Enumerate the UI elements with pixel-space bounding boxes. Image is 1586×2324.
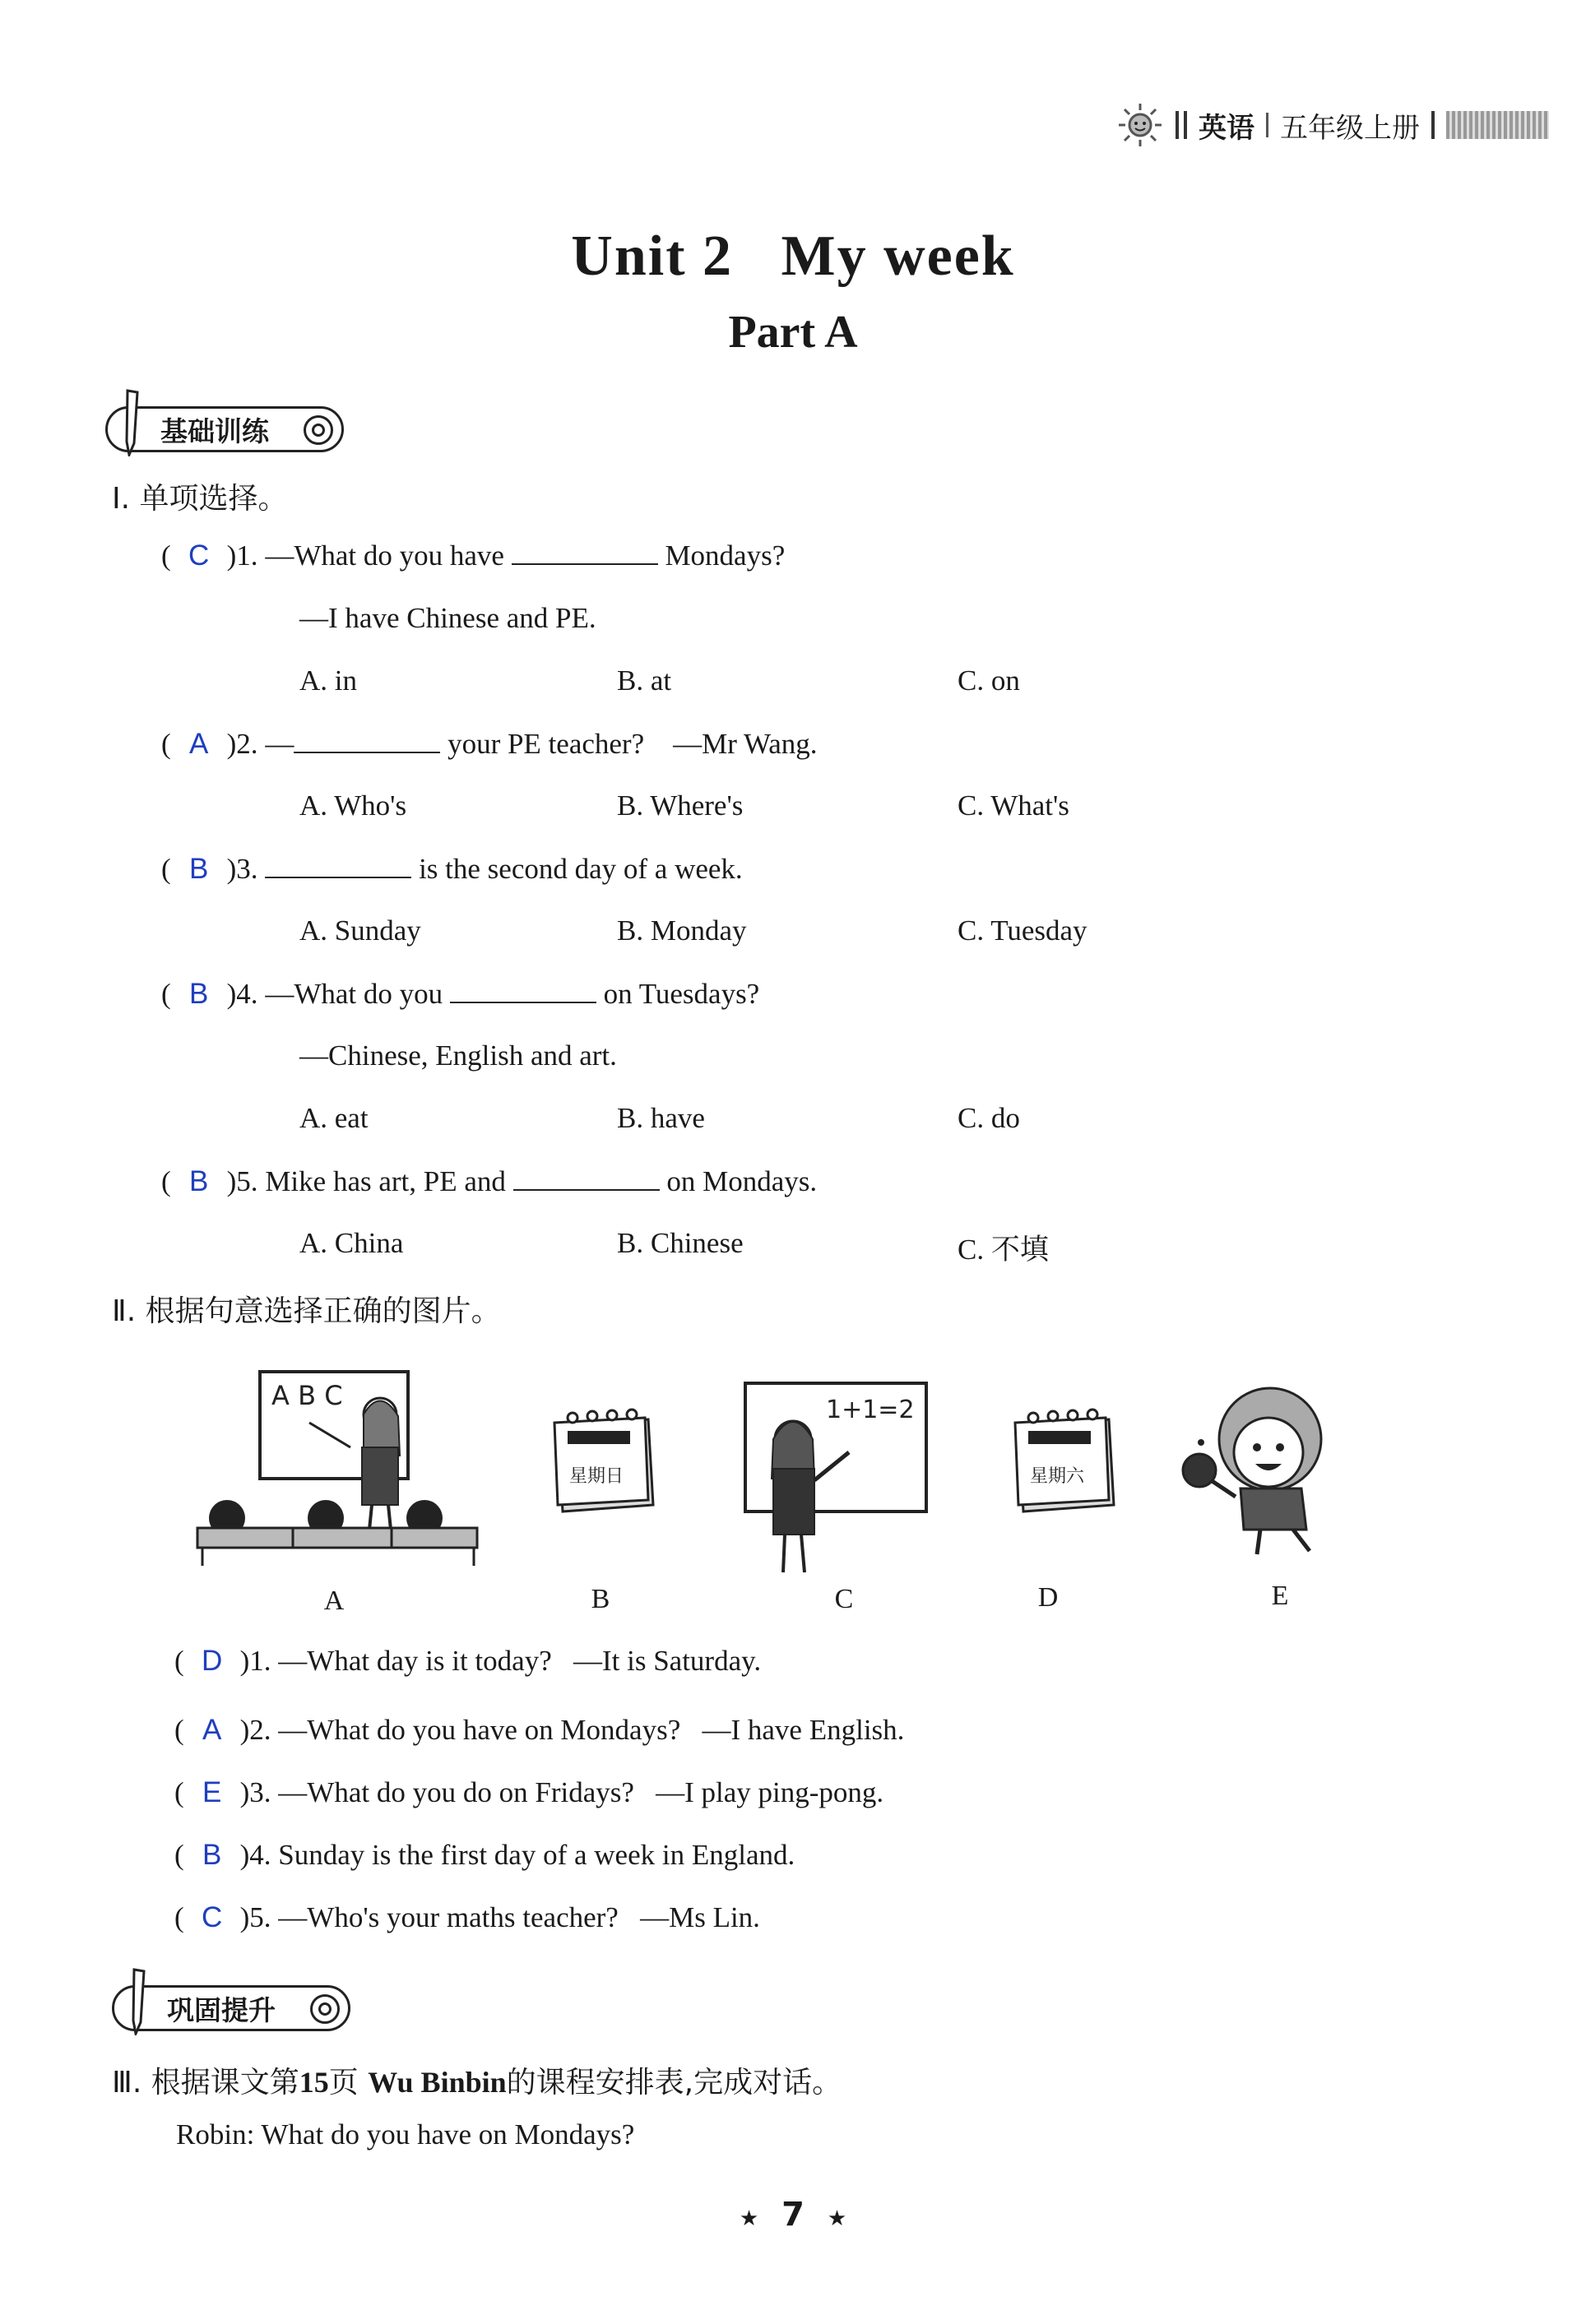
board-text: A B C xyxy=(271,1380,343,1411)
option-c: C. 不填 xyxy=(958,1234,1049,1266)
header-decoration xyxy=(1446,111,1549,139)
picture-label-e: E xyxy=(1271,1581,1289,1611)
star-icon: ★ xyxy=(739,2206,759,2231)
sun-icon xyxy=(1116,101,1164,149)
picture-label-c: C xyxy=(834,1584,854,1614)
section-label-advance xyxy=(112,1985,350,2031)
star-icon: ★ xyxy=(827,2206,847,2231)
picture-c-maths-teacher xyxy=(744,1382,933,1579)
part1-question-3: ( B )3. is the second day of a week. xyxy=(161,853,743,885)
part1-question-4: ( B )4. —What do you on Tuesdays? xyxy=(161,978,760,1010)
section-label-basic xyxy=(105,406,344,452)
calendar-text: 星期日 xyxy=(569,1466,624,1487)
pen-icon xyxy=(123,389,141,456)
option-c: C. do xyxy=(958,1102,1020,1134)
picture-label-b: B xyxy=(591,1584,610,1614)
answer-blank xyxy=(450,977,596,1003)
part1-question-1-reply: —I have Chinese and PE. xyxy=(299,602,596,634)
option-c: C. What's xyxy=(958,789,1069,822)
option-b: B. at xyxy=(617,664,672,697)
option-b: B. Where's xyxy=(617,789,744,822)
option-c: C. Tuesday xyxy=(958,914,1087,947)
ring-icon xyxy=(304,415,333,445)
answer-blank xyxy=(513,1164,660,1191)
part2-question-3: ( E )3. —What do you do on Fridays? —I play ping-pong. xyxy=(174,1776,884,1808)
part3-dialogue-line-1: Robin: What do you have on Mondays? xyxy=(176,2118,635,2150)
pen-icon xyxy=(129,1968,147,2035)
board-text: 1+1=2 xyxy=(826,1396,915,1424)
option-c: C. on xyxy=(958,664,1020,697)
answer-blank xyxy=(512,539,658,565)
answer: C xyxy=(202,1901,223,1933)
option-b: B. Monday xyxy=(617,914,747,947)
header-divider xyxy=(1431,111,1435,139)
answer: C xyxy=(188,539,210,572)
picture-d-calendar xyxy=(1005,1408,1120,1520)
part1-question-5: ( B )5. Mike has art, PE and on Mondays. xyxy=(161,1165,818,1197)
header-grade: 五年级上册 xyxy=(1280,111,1420,145)
header-divider xyxy=(1266,113,1268,137)
part1-question-1: ( C )1. —What do you have Mondays? xyxy=(161,539,786,572)
section-advance-text: 巩固提升 xyxy=(167,1993,276,2026)
header-divider xyxy=(1176,111,1179,139)
ring-icon xyxy=(310,1994,340,2024)
answer-blank xyxy=(294,727,440,753)
answer: A xyxy=(202,1714,222,1746)
option-a: A. China xyxy=(299,1227,404,1259)
part2-heading: Ⅱ. 根据句意选择正确的图片。 xyxy=(112,1294,501,1328)
header-divider xyxy=(1184,111,1187,139)
calendar-text: 星期六 xyxy=(1030,1466,1085,1487)
answer: E xyxy=(202,1776,222,1808)
part2-question-4: ( B )4. Sunday is the first day of a week in England. xyxy=(174,1839,795,1871)
picture-b-calendar xyxy=(545,1408,660,1520)
option-b: B. have xyxy=(617,1102,705,1134)
unit-title: Unit 2 My week xyxy=(571,225,1015,288)
picture-label-a: A xyxy=(323,1586,345,1616)
part3-heading: Ⅲ. 根据课文第15页 Wu Binbin的课程安排表,完成对话。 xyxy=(112,2066,842,2099)
section-basic-text: 基础训练 xyxy=(160,414,269,447)
page-header xyxy=(1116,100,1549,150)
part1-question-4-reply: —Chinese, English and art. xyxy=(299,1039,617,1072)
option-a: A. in xyxy=(299,664,357,697)
answer: B xyxy=(188,853,209,885)
header-subject: 英语 xyxy=(1199,111,1254,145)
part2-question-1: ( D )1. —What day is it today? —It is Saturday. xyxy=(174,1645,762,1677)
answer: B xyxy=(202,1839,222,1871)
option-a: A. Who's xyxy=(299,789,407,822)
answer: D xyxy=(202,1645,223,1677)
picture-a-classroom xyxy=(194,1365,490,1571)
part1-heading: Ⅰ. 单项选择。 xyxy=(112,482,288,516)
answer: A xyxy=(188,728,209,760)
part2-question-5: ( C )5. —Who's your maths teacher? —Ms Lin. xyxy=(174,1901,760,1933)
answer: B xyxy=(188,978,209,1010)
answer: B xyxy=(188,1165,209,1197)
picture-label-d: D xyxy=(1037,1582,1059,1613)
part1-question-2: ( A )2. — your PE teacher? —Mr Wang. xyxy=(161,728,818,760)
option-a: A. eat xyxy=(299,1102,369,1134)
part2-question-2: ( A )2. —What do you have on Mondays? —I have English. xyxy=(174,1714,905,1746)
page-number: ★ 7 ★ xyxy=(739,2196,847,2234)
option-a: A. Sunday xyxy=(299,914,421,947)
part-title: Part A xyxy=(728,307,858,358)
option-b: B. Chinese xyxy=(617,1227,744,1259)
picture-e-ping-pong xyxy=(1178,1382,1343,1562)
answer-blank xyxy=(265,852,411,878)
